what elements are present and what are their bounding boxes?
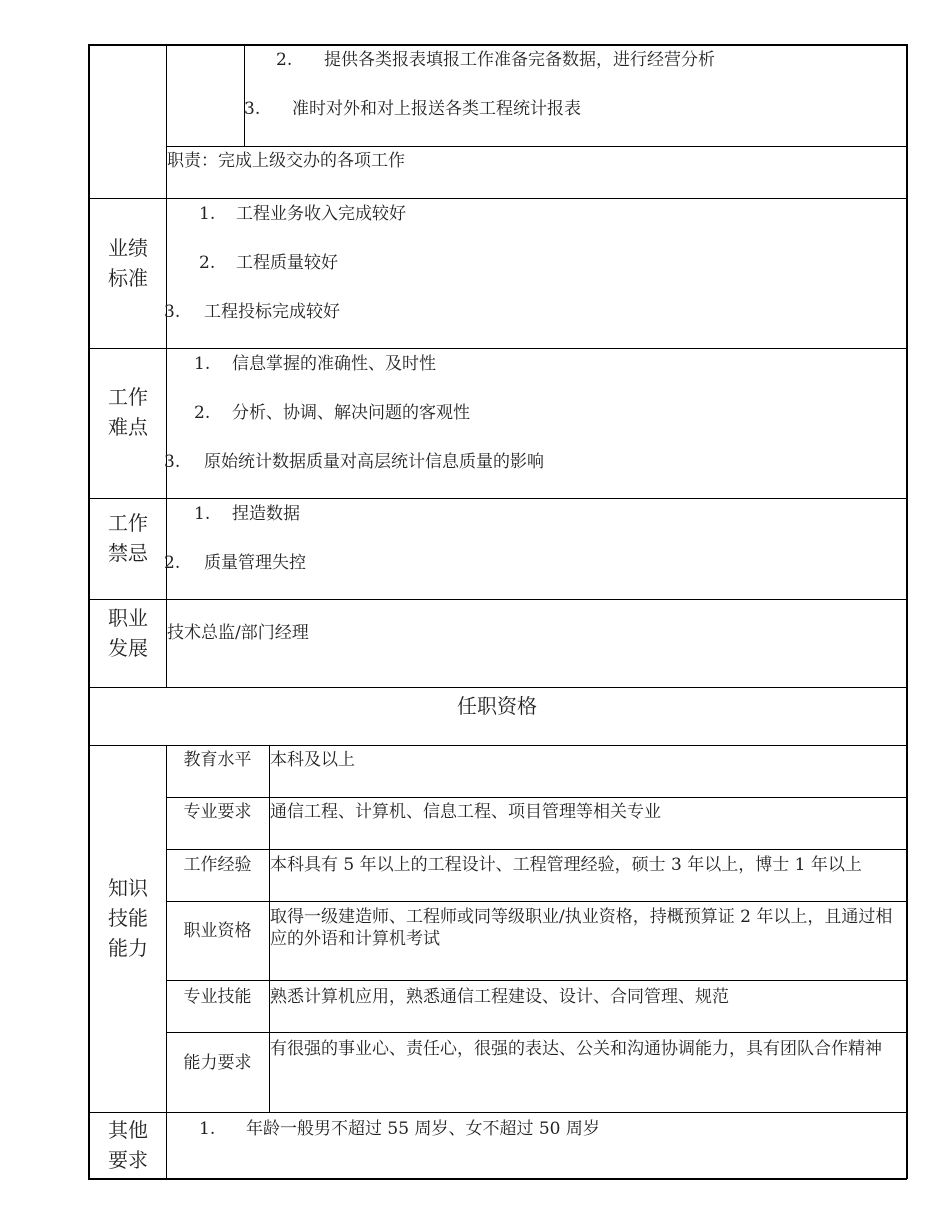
duty-item-3-text: 准时对外和对上报送各类工程统计报表: [292, 99, 581, 119]
taboo-item-1-num: 1.: [194, 504, 211, 524]
qualification-name-certification: 职业资格: [183, 921, 252, 941]
taboo-item-2-num: 2.: [164, 553, 181, 573]
other-label: 其他 要求: [108, 1118, 148, 1172]
duty-item-2-num: 2.: [276, 50, 293, 70]
performance-item-3-text: 工程投标完成较好: [204, 302, 340, 322]
duty-item-2-text: 提供各类报表填报工作准备完备数据，进行经营分析: [324, 50, 715, 70]
qualification-value-education: 本科及以上: [270, 750, 355, 770]
difficulty-item-2-num: 2.: [194, 403, 211, 423]
taboos-label: 工作 禁忌: [108, 511, 148, 565]
qualification-name-major: 专业要求: [183, 802, 252, 822]
performance-item-1-num: 1.: [199, 204, 216, 224]
qualification-name-skills: 专业技能: [183, 987, 252, 1007]
qualification-value-certification: 取得一级建造师、工程师或同等级职业/执业资格，持概预算证 2 年以上，且通过相应的外语和计算机考试: [270, 907, 893, 949]
difficulty-item-1-text: 信息掌握的准确性、及时性: [232, 354, 436, 374]
qualification-name-experience: 工作经验: [183, 855, 252, 875]
difficulty-item-3-text: 原始统计数据质量对高层统计信息质量的影响: [204, 452, 544, 472]
other-item-1-num: 1.: [199, 1119, 216, 1139]
qualification-value-experience: 本科具有 5 年以上的工程设计、工程管理经验，硕士 3 年以上，博士 1 年以上: [270, 855, 862, 875]
qualification-value-ability: 有很强的事业心、责任心，很强的表达、公关和沟通协调能力，具有团队合作精神: [270, 1039, 882, 1059]
career-label: 职业 发展: [108, 606, 148, 660]
other-item-1-text: 年龄一般男不超过 55 周岁、女不超过 50 周岁: [246, 1119, 600, 1139]
performance-item-2-num: 2.: [199, 253, 216, 273]
career-text: 技术总监/部门经理: [167, 623, 309, 643]
performance-label: 业绩 标准: [108, 236, 148, 290]
qualification-value-skills: 熟悉计算机应用，熟悉通信工程建设、设计、合同管理、规范: [270, 987, 729, 1007]
difficulties-label: 工作 难点: [108, 385, 148, 439]
difficulty-item-1-num: 1.: [194, 354, 211, 374]
taboo-item-1-text: 捏造数据: [232, 504, 300, 524]
responsibility-text: 职责：完成上级交办的各项工作: [167, 151, 405, 171]
difficulty-item-3-num: 3.: [164, 452, 181, 472]
qualification-value-major: 通信工程、计算机、信息工程、项目管理等相关专业: [270, 802, 661, 822]
duty-item-3-num: 3.: [244, 99, 261, 119]
performance-item-2-text: 工程质量较好: [236, 253, 338, 273]
qualification-name-education: 教育水平: [183, 750, 252, 770]
difficulty-item-2-text: 分析、协调、解决问题的客观性: [232, 403, 470, 423]
performance-item-1-text: 工程业务收入完成较好: [236, 204, 406, 224]
qualification-name-ability: 能力要求: [183, 1053, 252, 1073]
qualifications-label: 知识 技能 能力: [108, 876, 148, 960]
performance-item-3-num: 3.: [164, 302, 181, 322]
taboo-item-2-text: 质量管理失控: [204, 553, 306, 573]
qualifications-title: 任职资格: [457, 694, 537, 718]
